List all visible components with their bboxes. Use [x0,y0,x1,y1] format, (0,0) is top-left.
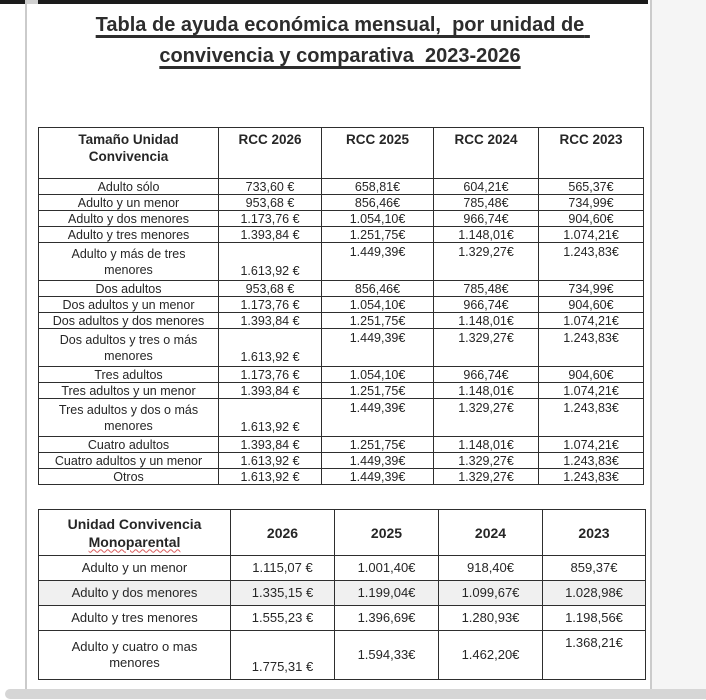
left-margin-rule [25,0,27,690]
value-2026: 1.335,15 € [231,581,335,606]
value-2026: 1.393,84 € [219,227,322,243]
table-row [39,437,644,453]
value-2023: 1.074,21€ [539,437,644,453]
value-2026: 1.173,76 € [219,367,322,383]
value-2024: 1.462,20€ [439,631,543,680]
value-2026: 733,60 € [219,179,322,195]
value-2023: 1.074,21€ [539,383,644,399]
value-2026: 1.613,92 € [219,399,322,437]
value-2023: 1.243,83€ [539,399,644,437]
value-2024: 1.099,67€ [439,581,543,606]
right-margin-area [652,0,706,690]
value-2025: 1.449,39€ [322,453,434,469]
table-row [39,329,644,367]
table-row [39,195,644,211]
value-2026: 953,68 € [219,281,322,297]
value-2026: 953,68 € [219,195,322,211]
value-2023: 565,37€ [539,179,644,195]
value-2023: 734,99€ [539,281,644,297]
value-2025: 1.396,69€ [335,606,439,631]
value-2025: 1.199,04€ [335,581,439,606]
row-label: Dos adultos y dos menores [39,313,219,329]
table-row [39,469,644,485]
value-2026: 1.613,92 € [219,453,322,469]
value-2024: 1.148,01€ [434,227,539,243]
top-border-gap [26,0,38,4]
value-2023: 1.028,98€ [543,581,646,606]
column-header-rcc-2024: RCC 2024 [434,128,539,179]
value-2026: 1.555,23 € [231,606,335,631]
table-row [39,399,644,437]
column-header-unidad-monoparental [39,510,231,556]
column-header-rcc-2025: RCC 2025 [322,128,434,179]
value-2026: 1.775,31 € [231,631,335,680]
value-2023: 1.074,21€ [539,313,644,329]
row-label: Dos adultos y un menor [39,297,219,313]
table-row [39,243,644,281]
table-row [39,556,646,581]
value-2025: 856,46€ [322,281,434,297]
value-2023: 1.074,21€ [539,227,644,243]
row-label: Adulto y dos menores [39,211,219,227]
column-header-2023: 2023 [543,510,646,556]
table-row [39,453,644,469]
column-header-tamano-unidad: Tamaño Unidad Convivencia [39,128,219,179]
table-row [39,581,646,606]
value-2024: 1.148,01€ [434,437,539,453]
value-2023: 904,60€ [539,211,644,227]
row-label: Cuatro adultos y un menor [39,453,219,469]
table1-header-row [39,128,644,179]
value-2023: 1.243,83€ [539,469,644,485]
value-2024: 1.148,01€ [434,383,539,399]
value-2025: 856,46€ [322,195,434,211]
value-2025: 1.251,75€ [322,383,434,399]
table-row [39,367,644,383]
table2-header-row [39,510,646,556]
value-2023: 1.243,83€ [539,453,644,469]
row-label: Cuatro adultos [39,437,219,453]
column-header-2025: 2025 [335,510,439,556]
table-row [39,297,644,313]
column-header-2024: 2024 [439,510,543,556]
value-2026: 1.613,92 € [219,469,322,485]
ayuda-economica-comparativa-table [38,127,644,485]
row-label: Tres adultos y dos o más menores [39,399,219,437]
value-2024: 785,48€ [434,195,539,211]
value-2024: 918,40€ [439,556,543,581]
row-label: Adulto sólo [39,179,219,195]
column-header-rcc-2023: RCC 2023 [539,128,644,179]
row-label: Adulto y cuatro o mas menores [39,631,231,680]
horizontal-scrollbar-thumb[interactable] [5,689,706,699]
value-2023: 1.198,56€ [543,606,646,631]
column-header-rcc-2026: RCC 2026 [219,128,322,179]
monoparental-table [38,509,646,680]
value-2024: 1.329,27€ [434,453,539,469]
value-2025: 1.251,75€ [322,227,434,243]
value-2023: 904,60€ [539,297,644,313]
table-row [39,179,644,195]
row-label: Adulto y más de tres menores [39,243,219,281]
value-2024: 785,48€ [434,281,539,297]
value-2025: 1.449,39€ [322,243,434,281]
value-2024: 1.329,27€ [434,243,539,281]
top-border-line-main [38,0,648,4]
value-2023: 1.243,83€ [539,243,644,281]
value-2023: 734,99€ [539,195,644,211]
table-row [39,631,646,680]
table-row [39,211,644,227]
column-header-2026: 2026 [231,510,335,556]
value-2026: 1.393,84 € [219,313,322,329]
right-margin-rule [650,0,652,690]
row-label: Otros [39,469,219,485]
value-2026: 1.613,92 € [219,243,322,281]
value-2024: 966,74€ [434,297,539,313]
row-label: Adulto y tres menores [39,606,231,631]
header-line-2-spellcheck: Monoparental [88,533,181,550]
row-label: Tres adultos y un menor [39,383,219,399]
value-2025: 1.251,75€ [322,313,434,329]
value-2024: 604,21€ [434,179,539,195]
document-title: Tabla de ayuda económica mensual, por unidad de convivencia y comparativa 2023-2026 [95,14,590,67]
value-2024: 1.280,93€ [439,606,543,631]
row-label: Adulto y un menor [39,556,231,581]
value-2025: 1.449,39€ [322,469,434,485]
row-label: Tres adultos [39,367,219,383]
value-2025: 1.054,10€ [322,297,434,313]
value-2024: 1.148,01€ [434,313,539,329]
row-label: Dos adultos y tres o más menores [39,329,219,367]
table-row [39,383,644,399]
value-2025: 1.449,39€ [322,399,434,437]
row-label: Adulto y tres menores [39,227,219,243]
table-row [39,606,646,631]
value-2026: 1.173,76 € [219,211,322,227]
value-2025: 1.054,10€ [322,367,434,383]
value-2025: 658,81€ [322,179,434,195]
value-2024: 1.329,27€ [434,469,539,485]
value-2025: 1.001,40€ [335,556,439,581]
value-2026: 1.173,76 € [219,297,322,313]
value-2025: 1.054,10€ [322,211,434,227]
value-2024: 1.329,27€ [434,399,539,437]
value-2024: 966,74€ [434,367,539,383]
row-label: Adulto y dos menores [39,581,231,606]
value-2025: 1.251,75€ [322,437,434,453]
header-line-1: Unidad Convivencia [67,515,202,532]
value-2026: 1.393,84 € [219,383,322,399]
value-2025: 1.594,33€ [335,631,439,680]
row-label: Dos adultos [39,281,219,297]
value-2026: 1.115,07 € [231,556,335,581]
value-2023: 904,60€ [539,367,644,383]
value-2023: 1.243,83€ [539,329,644,367]
value-2023: 859,37€ [543,556,646,581]
top-border-line-left [0,0,26,4]
table-row [39,281,644,297]
row-label: Adulto y un menor [39,195,219,211]
value-2026: 1.613,92 € [219,329,322,367]
value-2023: 1.368,21€ [543,631,646,680]
value-2025: 1.449,39€ [322,329,434,367]
table-row [39,227,644,243]
value-2024: 1.329,27€ [434,329,539,367]
table-row [39,313,644,329]
value-2024: 966,74€ [434,211,539,227]
value-2026: 1.393,84 € [219,437,322,453]
